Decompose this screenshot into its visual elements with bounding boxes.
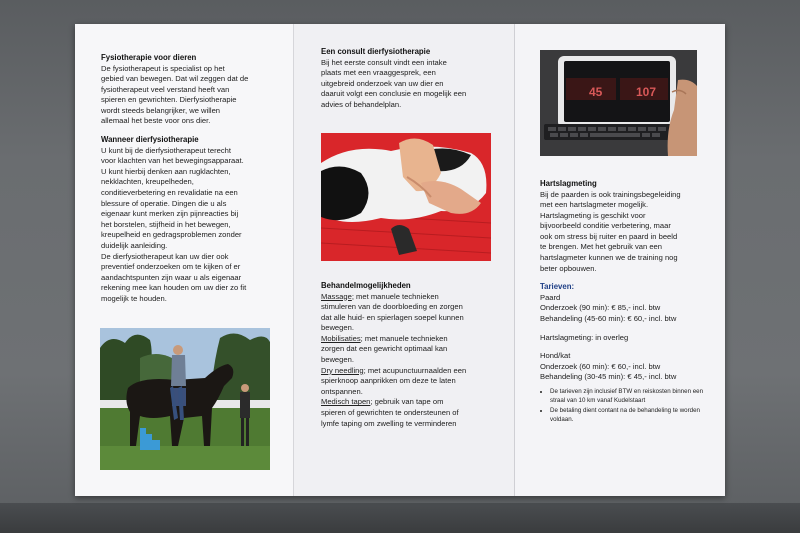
heading-fysiotherapie: Fysiotherapie voor dieren xyxy=(101,53,197,62)
heading-wanneer: Wanneer dierfysiotherapie xyxy=(101,135,199,145)
rates-pet: Hond/kat Onderzoek (60 min): € 60,- incl. btw Behandeling (30-45 min): € 45,- incl. btw xyxy=(540,351,677,382)
heading-consult: Een consult dierfysiotherapie xyxy=(321,47,431,56)
table-edge xyxy=(0,503,800,533)
heading-behandel: Behandelmogelijkheden xyxy=(321,281,411,290)
treatment-massage: Massage; met manuele technieken stimuleren van de doorbloeding en zorgen dat alle huid- en spierlagen soepel kunnen bewegen. xyxy=(321,291,464,333)
treatment-mobilisaties: Mobilisaties; met manuele technieken zorgen dat een gewricht optimaal kan bewegen. xyxy=(321,333,448,365)
treatment-dry-needling: Dry needling; met acupunctuurnaalden een spierknoop aanprikken om deze te laten ontspannen. xyxy=(321,365,467,396)
heart-rate-readout-left: 45 xyxy=(589,85,603,99)
note-item: • De betaling dient contant na de behandeling te worden voldaan. xyxy=(550,407,717,424)
heading-hartslagmeting: Hartslagmeting xyxy=(540,179,597,188)
paragraph-intro: De fysiotherapeut is specialist op het gebied van bewegen. Dat wil zeggen dat de fysiotherapeut veel verstand heeft van spieren en gewrichten. Dierfysiotherapie wordt steeds belangrijker, we willen allemaal het beste voor ons dier. xyxy=(101,63,249,126)
paragraph-wanneer: U kunt bij de dierfysiotherapeut terecht voor klachten van het bewegingsapparaat. U kunt hierbij denken aan rugklachten, nekklachten, kreupelheden, conditieverbetering en revalidatie na een blessure of operatie. Dingen die u als eigenaar kunt merken zijn pijnreacties bij het borstelen, stijfheid in het bewegen, kreupelheid en gedragsproblemen zonder duidelijk aanleiding. De dierfysiotherapeut kan uw dier ook preventief onderzoeken om te kijken of er aandachtspunten zijn waar u als eigenaar rekening mee kan houden om uw dier zo fit mogelijk te houden. xyxy=(101,145,247,303)
horse-photo xyxy=(100,328,270,470)
tablet-photo xyxy=(540,50,697,156)
heart-rate-readout-right: 107 xyxy=(636,85,657,99)
heading-tarieven: Tarieven: xyxy=(540,282,575,292)
paragraph-consult: Bij het eerste consult vindt een intake plaats met een vraaggesprek, een uitgebreid onderzoek van uw dier en daaruit volgt een conclusie en mogelijk een advies of behandelplan. xyxy=(321,57,467,109)
heartrate-block xyxy=(540,179,717,426)
rates-horse: Paard Onderzoek (90 min): € 85,- incl. btw Behandeling (45-60 min): € 60,- incl. btw xyxy=(540,292,677,323)
panel-right xyxy=(515,24,725,496)
note-item: • De tarieven zijn inclusief BTW en reiskosten binnen een straal van 10 km vanaf Kudelstaart xyxy=(550,388,717,405)
treatment-medisch-tapen: Medisch tapen; gebruik van tape om spieren of gewrichten te ondersteunen of lymfe taping om zwelling te verminderen xyxy=(321,397,459,428)
brochure xyxy=(75,24,725,496)
rate-notes xyxy=(540,388,717,424)
paragraph-hartslag: Bij de paarden is ook trainingsbegeleiding met een hartslagmeter mogelijk. Hartslagmeting is geschikt voor bijvoorbeeld conditie verbetering, maar ook om stress bij ruiter en paard in beeld te brengen. Met het gebruik van een hartslagmeter kunnen we de training nog beter opbouwen. xyxy=(540,189,681,273)
panel-middle xyxy=(293,24,515,496)
panel-left xyxy=(75,24,293,496)
treatments-block xyxy=(321,281,504,429)
rate-heartrate: Hartslagmeting: in overleg xyxy=(540,332,629,342)
dog-treatment-photo xyxy=(321,133,491,261)
